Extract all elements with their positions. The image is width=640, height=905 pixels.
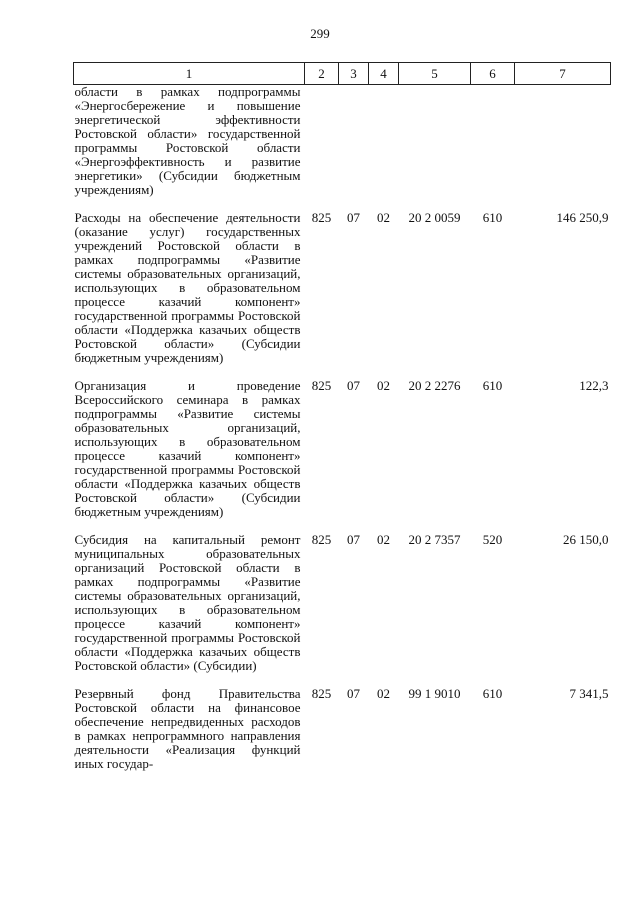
- table-row: [74, 533, 611, 687]
- row-col-5: 20 2 2276: [408, 378, 461, 393]
- row-col-2: 825: [311, 686, 332, 701]
- row-col-4: 02: [377, 532, 390, 547]
- header-col-1: 1: [74, 63, 305, 85]
- row-col-2: 825: [311, 210, 332, 225]
- budget-table: [73, 62, 611, 771]
- row-col-5: 99 1 9010: [408, 686, 461, 701]
- table-row: [74, 85, 611, 212]
- row-col-5: [399, 85, 471, 212]
- header-col-3: 3: [339, 63, 369, 85]
- row-description: Организация и проведение Всероссийского семинара в рамках подпрограммы «Развитие системы образовательных организаций, использующих в образовательном процессе казачий компонент» государственной программы Ростовской области «Поддержка казачьих обществ Ростовской области» (Субсидии бюджетным учреждениям): [74, 378, 301, 519]
- row-col-7: [515, 85, 611, 212]
- row-col-4: 02: [377, 378, 390, 393]
- row-description: Расходы на обеспечение деятельности (оказание услуг) государственных учреждений Ростовской области в рамках подпрограммы «Развитие системы образовательных организаций, использующих в образовательном процессе казачий компонент» государственной программы Ростовской области «Поддержка казачьих обществ Ростовской области» (Субсидии бюджетным учреждениям): [74, 210, 301, 365]
- row-col-6: 520: [482, 532, 503, 547]
- header-col-2: 2: [305, 63, 339, 85]
- row-col-3: 07: [347, 378, 360, 393]
- row-col-5: 20 2 7357: [408, 532, 461, 547]
- table-row: [74, 687, 611, 771]
- table-row: [74, 379, 611, 533]
- row-col-6: 610: [482, 378, 503, 393]
- row-col-3: 07: [347, 210, 360, 225]
- table-row: [74, 211, 611, 379]
- table-body: [74, 85, 611, 772]
- table-header: [74, 63, 611, 85]
- header-row: [74, 63, 611, 85]
- row-description: Субсидия на капитальный ремонт муниципальных образовательных организаций Ростовской области в рамках подпрограммы «Развитие системы образовательных организаций, использующих в образовательном процессе казачий компонент» государственной программы Ростовской области «Поддержка казачьих обществ Ростовской области» (Субсидии): [74, 532, 301, 673]
- row-col-7: 26 150,0: [563, 532, 609, 547]
- header-col-5: 5: [399, 63, 471, 85]
- header-col-6: 6: [471, 63, 515, 85]
- row-col-5: 20 2 0059: [408, 210, 461, 225]
- row-col-4: 02: [377, 686, 390, 701]
- row-col-7: 122,3: [579, 378, 609, 393]
- row-col-2: 825: [311, 532, 332, 547]
- row-col-2: [305, 85, 339, 212]
- page-number: 299: [310, 26, 330, 41]
- header-col-7: 7: [515, 63, 611, 85]
- row-col-6: 610: [482, 686, 503, 701]
- row-col-7: 146 250,9: [556, 210, 609, 225]
- row-col-7: 7 341,5: [569, 686, 609, 701]
- row-col-6: [471, 85, 515, 212]
- header-col-4: 4: [369, 63, 399, 85]
- row-description: Резервный фонд Правительства Ростовской области на финансовое обеспечение непредвиденных расходов в рамках непрограммного направления деятельности «Реализация функций иных государ-: [74, 686, 301, 771]
- row-col-3: [339, 85, 369, 212]
- row-col-4: 02: [377, 210, 390, 225]
- row-col-3: 07: [347, 532, 360, 547]
- row-col-3: 07: [347, 686, 360, 701]
- row-col-2: 825: [311, 378, 332, 393]
- row-col-4: [369, 85, 399, 212]
- row-description: области в рамках подпрограммы «Энергосбережение и повышение энергетической эффективности Ростовской области» государственной программы Ростовской области «Энергоэффективность и развитие энергетики» (Субсидии бюджетным учреждениям): [74, 84, 301, 197]
- row-col-6: 610: [482, 210, 503, 225]
